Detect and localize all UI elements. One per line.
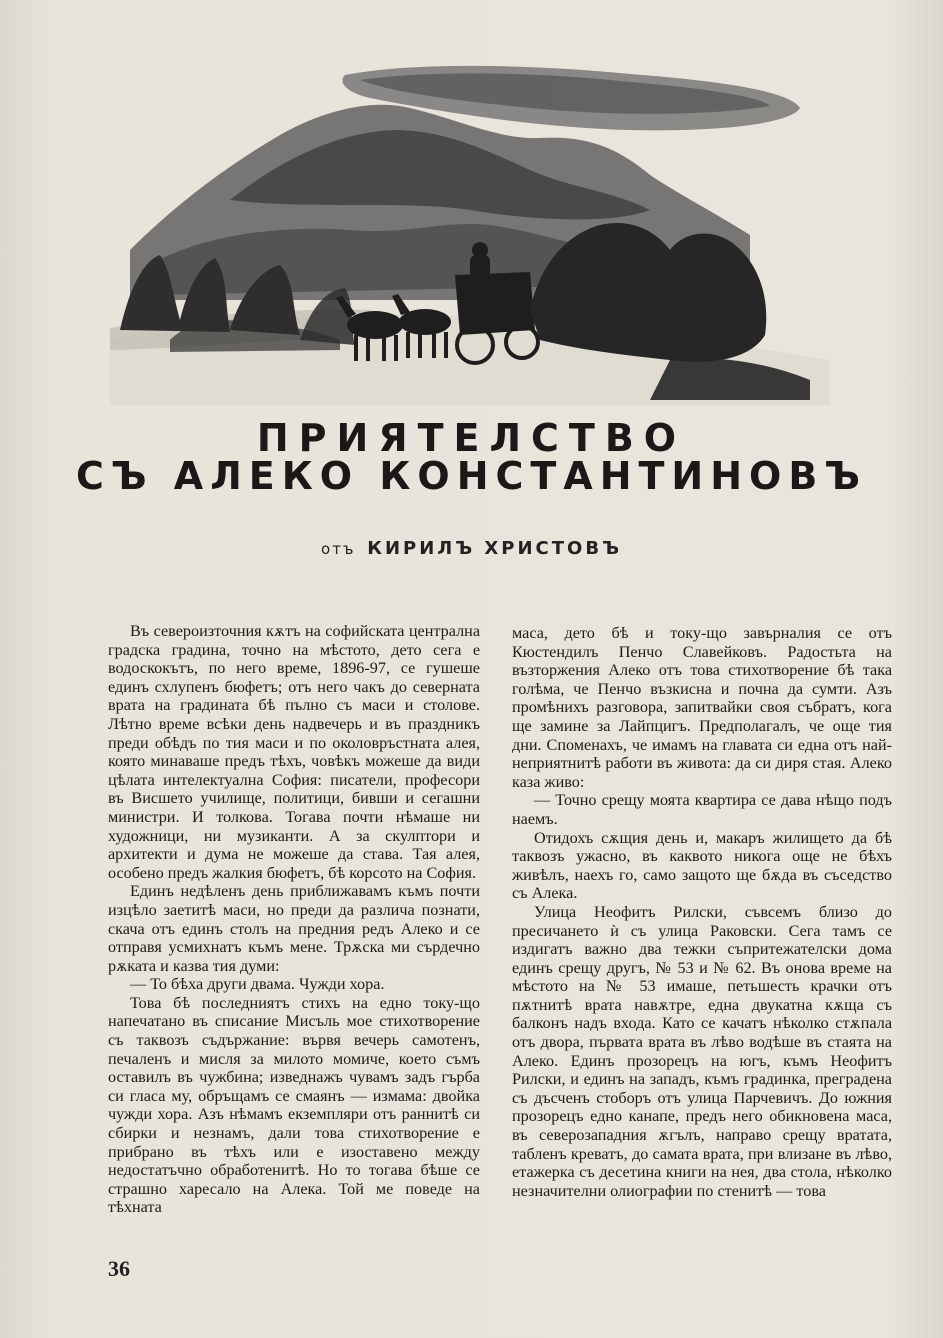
article-title-line-1: ПРИЯТЕЛСТВО: [256, 416, 687, 460]
paragraph: Улица Неофитъ Рилски, съвсемъ близо до пресичането ѝ съ улица Раковски. Сега тамъ се издигатъ важно два тежки съпритежателски дома единъ срещу другъ, № 53 и № 62. Въ онова време на мѣстото на № 53 имаше, петьшесть крачки отъ пѫтнитѣ врата навѫтре, една двукатна кѫща съ балконъ надъ входа. Като се качатъ нѣколко стѫпала отъ двора, първата врата въ лѣво водѣше въ стаята на Алеко. Единъ прозорецъ на югъ, къмъ Неофитъ Рилски, и единъ на западъ, къмъ градинка, преградена съ дъсченъ стоборъ отъ улица Парчевичъ. До южния прозорецъ едно канапе, предъ него обикновена маса, въ северозападния ѫгълъ, направо срещу вратата, табленъ креватъ, до самата врата, при влизане въ лѣво, етажерка съ десетина книги на нея, два стола, нѣколко незначителни олиографии по стенитѣ — това: [512, 902, 892, 1200]
paragraph: Въ североизточния кѫтъ на софийската централна градска градина, точно на мѣстото, дето сега е водоскокътъ, по него време, 1896-97, се гушеше единъ схлупенъ бюфетъ; отъ него чакъ до северната врата на градината бѣ пълно съ маси и столове. Лѣтно време всѣки день надвечерь и въ праздникъ преди обѣдъ по тия маси и по околовръстната алея, която минаваше предъ тѣхъ, човѣкъ можеше да види цѣлата интелектуална София: писатели, професори въ Висшето училище, политици, бивши и сегашни министри. И толкова. Тогава почти нѣмаше ни художници, ни музиканти. А за скулптори и архитекти и дума не можеше да става. Тая алея, особено предъ жалкия бюфетъ, бѣ корсото на София.: [108, 622, 480, 882]
carriage-landscape-illustration: [110, 60, 830, 405]
text-column-left: [108, 622, 480, 1217]
paragraph: Отидохъ сѫщия день и, макаръ жилището да бѣ таквозъ ужасно, въ каквото никогa още не бѣхъ живѣлъ, наехъ го, само защото ще бѫда въ съседство съ Алека.: [512, 828, 892, 903]
page-number: 36: [108, 1256, 130, 1281]
paragraph: — То бѣха други двама. Чужди хора.: [130, 975, 385, 994]
byline: [0, 538, 943, 559]
article-title-line-2: СЪ АЛЕКО КОНСТАНТИНОВЪ: [75, 454, 868, 498]
paragraph: Единъ недѣленъ день приближавамъ къмъ почти изцѣло заетитѣ маси, но преди да различа познати, скача отъ единъ столъ на предния редъ Алеко и се отправя усмихнатъ къмъ мене. Трѫска ми сърдечно рѫката и казва тия думи:: [108, 882, 480, 975]
byline-prefix: отъ: [321, 540, 356, 558]
paragraph: Това бѣ последниятъ стихъ на едно току-що напечатано въ списание Мисъль мое стихотворение съ таквозъ съдържание: вървя вечерь самотенъ, печаленъ и мисля за милото момиче, което съмъ оставилъ въ чужбина; изведнажъ чувамъ задъ гърба си гласа му, обръщамъ се смаянъ — измама: двойка чужди хора. Азъ нѣмамъ екземпляри отъ раннитѣ си сбирки и незнамъ, дали това стихотворение е прибрано въ тѣхъ или е изоставено между недостатъчно обработенитѣ. Но то тогава бѣше се страшно харесало на Алека. Той ме поведе на тѣхната: [108, 993, 480, 1217]
text-column-right: [512, 624, 892, 1200]
author-name: КИРИЛЪ ХРИСТОВЪ: [367, 538, 622, 559]
paragraph: маса, дето бѣ и току-що завърналия се отъ Кюстендилъ Пенчо Славейковъ. Радостьта на възторжения Алеко отъ това стихотворение бѣ така голѣма, че Пенчо възкисна и почна да сумти. Азъ промѣнихъ разговора, запитвайки своя събратъ, кога ще замине за Лайпцигъ. Предполагалъ, че още тия дни. Споменахъ, че имамъ на главата си една отъ най-неприятнитѣ работи въ живота: да си диря стая. Алеко каза живо:: [512, 624, 892, 791]
paragraph: — Точно срещу моята квартира се дава нѣщо подъ наемъ.: [512, 791, 892, 828]
